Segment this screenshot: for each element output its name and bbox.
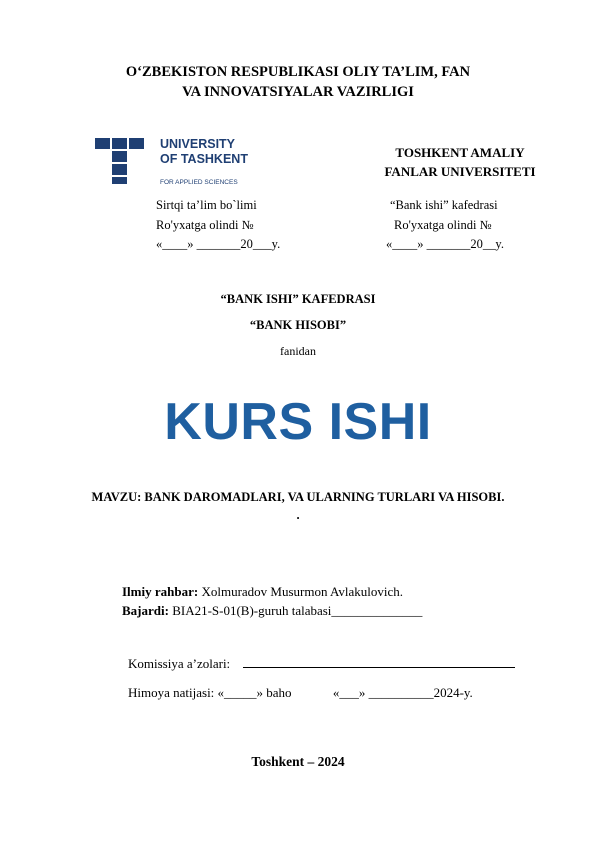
- commission-line: [128, 656, 515, 672]
- footer-place-year: Toshkent – 2024: [251, 754, 345, 769]
- performer-value: BIA21-S-01(B)-guruh talabasi______________: [168, 603, 423, 618]
- university-logo-icon: [93, 136, 263, 188]
- subject-suffix: fanidan: [280, 344, 316, 358]
- kafedra-name: “BANK ISHI” KAFEDRASI: [220, 292, 376, 306]
- ministry-line-1: O‘ZBEKISTON RESPUBLIKASI OLIY TA’LIM, FAN: [125, 64, 471, 80]
- approval-left-line-2: Ro'yxatga olindi №: [156, 217, 254, 232]
- university-logo: [93, 136, 263, 188]
- approval-left-line-3: «____» _______20___y.: [156, 237, 281, 251]
- topic: MAVZU: BANK DAROMADLARI, VA ULARNING TURLARI VA HISOBI.: [91, 490, 505, 504]
- supervisor-line: [122, 582, 403, 601]
- approval-right-line-2: Ro'yxatga olindi №: [394, 217, 492, 232]
- approval-left-line-1: Sirtqi ta’lim bo`limi: [156, 198, 257, 212]
- university-name-line-2: FANLAR UNIVERSITETI: [384, 164, 536, 179]
- logo-text-2: OF TASHKENT: [160, 152, 248, 166]
- defense-date: «___» __________2024-y.: [332, 685, 473, 700]
- commission-blank-line: [243, 667, 515, 668]
- document-title: KURS ISHI: [164, 393, 432, 451]
- approval-right-line-3: «____» _______20__y.: [386, 237, 504, 251]
- logo-text-3: FOR APPLIED SCIENCES: [160, 179, 238, 186]
- performer-line: [122, 601, 422, 620]
- logo-text-1: UNIVERSITY: [160, 137, 236, 151]
- performer-label: Bajardi:: [122, 603, 169, 618]
- commission-label: Komissiya a’zolari:: [128, 656, 231, 671]
- subject-name: “BANK HISOBI”: [249, 318, 347, 332]
- approval-left: [156, 196, 280, 255]
- defense-line: [128, 685, 473, 701]
- ministry-header: [0, 62, 596, 102]
- supervisor-label: Ilmiy rahbar:: [122, 584, 199, 599]
- ministry-line-2: VA INNOVATSIYALAR VAZIRLIGI: [182, 84, 414, 100]
- university-name-line-1: TOSHKENT AMALIY: [395, 145, 525, 160]
- approval-right: [386, 196, 504, 255]
- defense-grade: Himoya natijasi: «_____» baho: [128, 685, 292, 700]
- topic-dot: .: [296, 508, 300, 522]
- university-name: [360, 143, 560, 181]
- approval-right-line-1: “Bank ishi” kafedrasi: [390, 198, 498, 212]
- supervisor-value: Xolmuradov Musurmon Avlakulovich.: [198, 584, 404, 599]
